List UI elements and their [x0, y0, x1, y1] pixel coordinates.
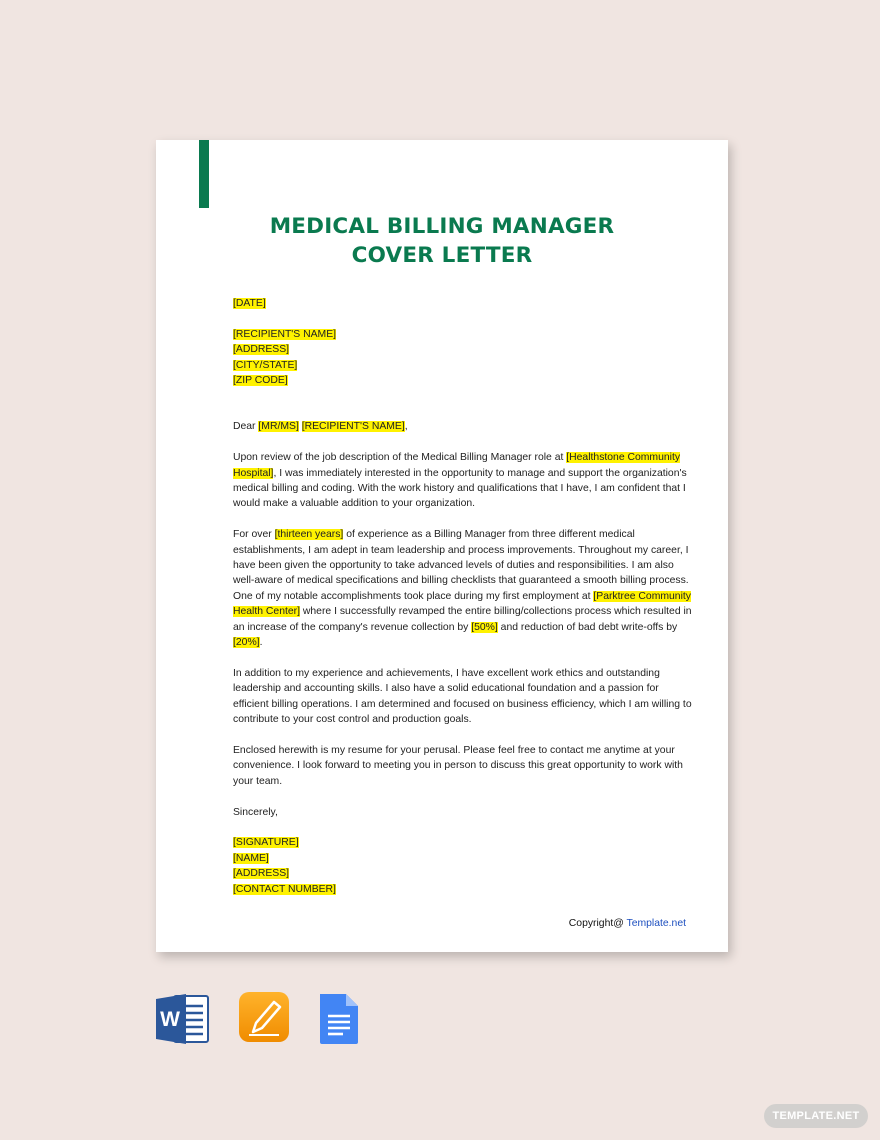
page-title	[156, 212, 728, 270]
word-icon[interactable]	[156, 992, 212, 1051]
date-placeholder: [DATE]	[233, 298, 266, 309]
copyright-brand[interactable]: Template.net	[626, 918, 686, 929]
template-net-badge[interactable]: TEMPLATE.NET	[764, 1104, 868, 1128]
address-placeholder: [ADDRESS]	[233, 344, 290, 356]
center-placeholder: [Parktree Community Health Center]	[233, 590, 691, 618]
years-placeholder: [thirteen years]	[274, 529, 344, 541]
percent-1-placeholder: [50%]	[471, 621, 498, 633]
hospital-placeholder: [Healthstone Community Hospital]	[233, 452, 681, 479]
accent-bar	[199, 140, 209, 208]
city-state-placeholder: [CITY/STATE]	[233, 359, 298, 371]
signer-address-placeholder: [ADDRESS]	[233, 868, 290, 880]
copyright: Copyright@ Template.net	[568, 918, 686, 929]
google-docs-icon[interactable]	[318, 992, 360, 1051]
title-placeholder: [MR/MS]	[258, 421, 299, 433]
signature-placeholder: [SIGNATURE]	[233, 837, 299, 849]
paragraph-4: Enclosed herewith is my resume for your perusal. Please feel free to contact me anytime at your convenience. I look forward to meeting you in person to discuss this great opportunity to work with your team.	[233, 744, 683, 787]
salutation: Dear [MR/MS] [RECIPIENT'S NAME],	[233, 421, 408, 433]
zip-placeholder: [ZIP CODE]	[233, 375, 288, 387]
paragraph-3: In addition to my experience and achievements, I have excellent work ethics and outstanding leadership and accounting skills. I also have a solid educational foundation and a passion for efficient billing operations. I am determined and focused on business efficiency, which I am willing to contribute to your cost control and production goals.	[233, 667, 692, 726]
name-placeholder: [NAME]	[233, 852, 269, 864]
paragraph-1: Upon review of the job description of the Medical Billing Manager role at [Healthstone Community Hospital], I was immediately interested in the opportunity to manage and support the organization's medical billing and coding. With the work history and qualifications that I have, I am confident that I would make a valuable addition to your organization.	[233, 452, 687, 510]
letter-body	[233, 296, 693, 897]
salutation-name-placeholder: [RECIPIENT'S NAME]	[301, 421, 405, 433]
pages-icon[interactable]	[239, 992, 291, 1049]
title-line-1: MEDICAL BILLING MANAGER	[269, 214, 615, 239]
letter-page	[156, 140, 728, 952]
svg-text:W: W	[160, 1008, 180, 1031]
percent-2-placeholder: [20%]	[233, 637, 260, 649]
paragraph-2: For over [thirteen years] of experience as a Billing Manager from three different medical establishments, I am adept in team leadership and process improvements. Throughout my career, I have been given the opportunity to take advanced levels of duties and responsibilities. I am also well-aware of medical specifications and billing checklists that guaranteed a smooth billing process. One of my notable accomplishments took place during my first employment at [Parktree Community Health Center] where I successfully revamped the entire billing/collections process which resulted in an increase of the company's revenue collection by [50%] and reduction of bad debt write-offs by [20%].	[233, 529, 692, 649]
title-line-2: COVER LETTER	[351, 243, 533, 268]
contact-number-placeholder: [CONTACT NUMBER]	[233, 883, 336, 895]
closing: Sincerely,	[233, 806, 278, 818]
recipient-name-placeholder: [RECIPIENT'S NAME]	[233, 328, 337, 340]
